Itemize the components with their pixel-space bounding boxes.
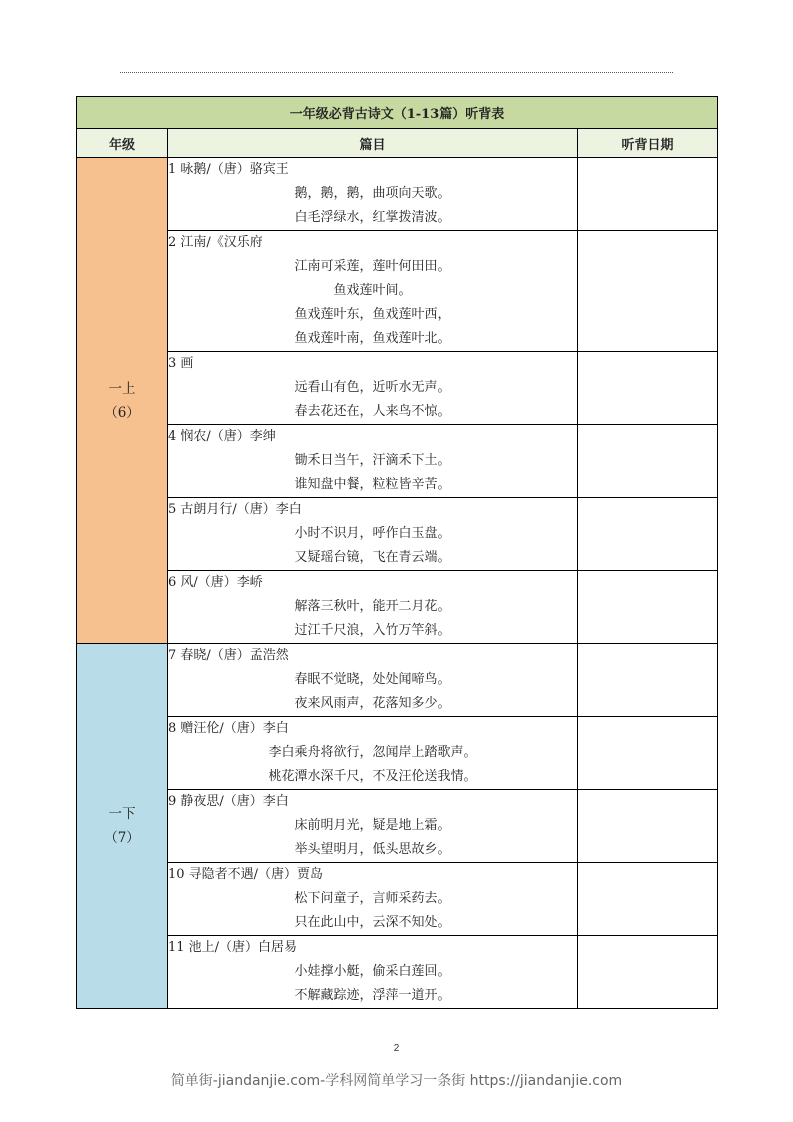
poem-line: 鱼戏莲叶南，鱼戏莲叶北。 xyxy=(294,331,451,346)
date-cell[interactable] xyxy=(578,717,718,790)
poem-cell xyxy=(168,352,578,425)
poem-line: 小时不识月，呼作白玉盘。 xyxy=(294,526,451,541)
poem-line: 小娃撑小艇，偷采白莲回。 xyxy=(294,964,451,979)
date-cell[interactable] xyxy=(578,352,718,425)
table-title: 一年级必背古诗文（1-13篇）听背表 xyxy=(77,97,718,129)
poem-heading: 7 春晓/（唐）孟浩然 xyxy=(168,648,289,663)
table-header-row xyxy=(77,129,718,158)
poem-line: 鹅，鹅，鹅，曲项向天歌。 xyxy=(294,186,451,201)
header-date: 听背日期 xyxy=(578,129,718,158)
poem-line: 床前明月光，疑是地上霜。 xyxy=(294,818,451,833)
poem-cell xyxy=(168,936,578,1009)
date-cell[interactable] xyxy=(578,498,718,571)
poem-line: 只在此山中，云深不知处。 xyxy=(294,915,451,930)
table-row xyxy=(77,231,718,352)
poem-line: 远看山有色，近听水无声。 xyxy=(294,380,451,395)
poem-line: 过江千尺浪，入竹万竿斜。 xyxy=(294,623,451,638)
date-cell[interactable] xyxy=(578,863,718,936)
table-row xyxy=(77,498,718,571)
poem-heading: 2 江南/《汉乐府 xyxy=(168,235,263,250)
date-cell[interactable] xyxy=(578,571,718,644)
recitation-table xyxy=(76,96,718,1009)
poem-line: 白毛浮绿水，红掌拨清波。 xyxy=(294,210,451,225)
poem-cell xyxy=(168,571,578,644)
poem-line: 锄禾日当午，汗滴禾下土。 xyxy=(294,453,451,468)
poem-cell xyxy=(168,231,578,352)
grade-cell xyxy=(77,158,168,644)
date-cell[interactable] xyxy=(578,644,718,717)
poem-line: 桃花潭水深千尺，不及汪伦送我情。 xyxy=(268,769,477,784)
table-row xyxy=(77,863,718,936)
poem-line: 春去花还在，人来鸟不惊。 xyxy=(294,404,451,419)
grade-name: 一下 xyxy=(108,806,136,822)
poem-heading: 6 风/（唐）李峤 xyxy=(168,575,263,590)
poem-line: 谁知盘中餐，粒粒皆辛苦。 xyxy=(294,477,451,492)
poem-line: 解落三秋叶，能开二月花。 xyxy=(294,599,451,614)
header-grade: 年级 xyxy=(77,129,168,158)
table-row xyxy=(77,158,718,231)
footer-text: 简单街-jiandanjie.com-学科网简单学习一条街 https://jiandanjie.com xyxy=(170,1073,623,1089)
table-row xyxy=(77,352,718,425)
poem-cell xyxy=(168,644,578,717)
table-row xyxy=(77,571,718,644)
poem-line: 夜来风雨声，花落知多少。 xyxy=(294,696,451,711)
poem-line: 江南可采莲，莲叶何田田。 xyxy=(294,259,451,274)
table-row xyxy=(77,425,718,498)
poem-line: 李白乘舟将欲行，忽闻岸上踏歌声。 xyxy=(268,745,477,760)
header-title: 篇目 xyxy=(168,129,578,158)
table-row xyxy=(77,717,718,790)
poem-cell xyxy=(168,790,578,863)
poem-heading: 5 古朗月行/（唐）李白 xyxy=(168,502,302,517)
poem-line: 春眠不觉晓，处处闻啼鸟。 xyxy=(294,672,451,687)
date-cell[interactable] xyxy=(578,936,718,1009)
poem-line: 举头望明月，低头思故乡。 xyxy=(294,842,451,857)
poem-line: 又疑瑶台镜，飞在青云端。 xyxy=(294,550,451,565)
poem-heading: 9 静夜思/（唐）李白 xyxy=(168,794,289,809)
poem-line: 不解藏踪迹，浮萍一道开。 xyxy=(294,988,451,1003)
header-dotted-rule xyxy=(120,72,673,73)
poem-heading: 10 寻隐者不遇/（唐）贾岛 xyxy=(168,867,324,882)
poem-line: 松下问童子，言师采药去。 xyxy=(294,891,451,906)
poem-heading: 4 悯农/（唐）李绅 xyxy=(168,429,276,444)
date-cell[interactable] xyxy=(578,790,718,863)
poem-cell xyxy=(168,717,578,790)
poem-cell xyxy=(168,425,578,498)
grade-cell xyxy=(77,644,168,1009)
poem-heading: 8 赠汪伦/（唐）李白 xyxy=(168,721,289,736)
grade-count: （7） xyxy=(104,830,140,846)
table-row xyxy=(77,644,718,717)
date-cell[interactable] xyxy=(578,158,718,231)
grade-name: 一上 xyxy=(108,380,136,397)
poem-heading: 3 画 xyxy=(168,356,194,371)
poem-cell xyxy=(168,498,578,571)
page-number: 2 xyxy=(393,1043,400,1054)
poem-line: 鱼戏莲叶东，鱼戏莲叶西， xyxy=(294,307,451,322)
poem-cell xyxy=(168,158,578,231)
table-row xyxy=(77,936,718,1009)
poem-cell xyxy=(168,863,578,936)
table-row xyxy=(77,790,718,863)
date-cell[interactable] xyxy=(578,425,718,498)
poem-heading: 11 池上/（唐）白居易 xyxy=(168,940,298,955)
table-title-row xyxy=(77,97,718,129)
grade-count: （6） xyxy=(104,404,140,421)
poem-heading: 1 咏鹅/（唐）骆宾王 xyxy=(168,162,289,177)
poem-line: 鱼戏莲叶间。 xyxy=(333,283,412,298)
date-cell[interactable] xyxy=(578,231,718,352)
